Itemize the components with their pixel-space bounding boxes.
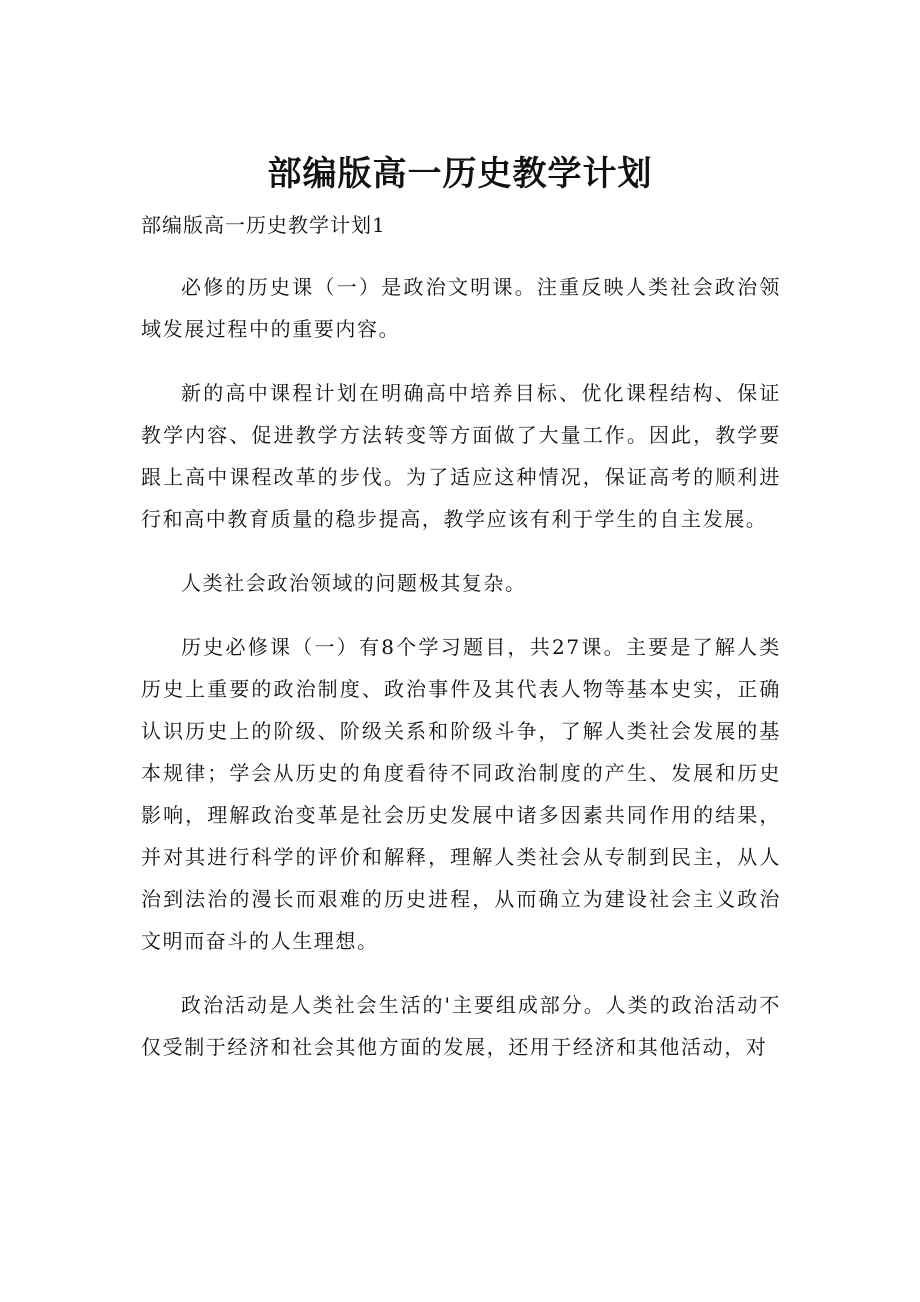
paragraph: 新的高中课程计划在明确高中培养目标、优化课程结构、保证教学内容、促进教学方法转变等方面做了大量工作。因此，教学要跟上高中课程改革的步伐。为了适应这种情况，保证高考的顺利进行和高中教育质量的稳步提高，教学应该有利于学生的自主发展。 (141, 381, 781, 531)
document-subtitle: 部编版高一历史教学计划1 (141, 213, 386, 237)
document-body (141, 266, 781, 1090)
paragraph: 历史必修课（一）有8个学习题目，共27课。主要是了解人类历史上重要的政治制度、政治事件及其代表人物等基本史实，正确认识历史上的阶级、阶级关系和阶级斗争，了解人类社会发展的基本规律；学会从历史的角度看待不同政治制度的产生、发展和历史影响，理解政治变革是社会历史发展中诸多因素共同作用的结果，并对其进行科学的评价和解释，理解人类社会从专制到民主，从人治到法治的漫长而艰难的历史进程，从而确立为建设社会主义政治文明而奋斗的人生理想。 (141, 635, 781, 953)
document-title: 部编版高一历史教学计划 (267, 154, 653, 194)
paragraph: 政治活动是人类社会生活的'主要组成部分。人类的政治活动不仅受制于经济和社会其他方面的发展，还用于经济和其他活动，对 (141, 993, 781, 1059)
paragraph: 必修的历史课（一）是政治文明课。注重反映人类社会政治领域发展过程中的重要内容。 (141, 275, 781, 341)
paragraph: 人类社会政治领域的问题极其复杂。 (181, 571, 527, 595)
